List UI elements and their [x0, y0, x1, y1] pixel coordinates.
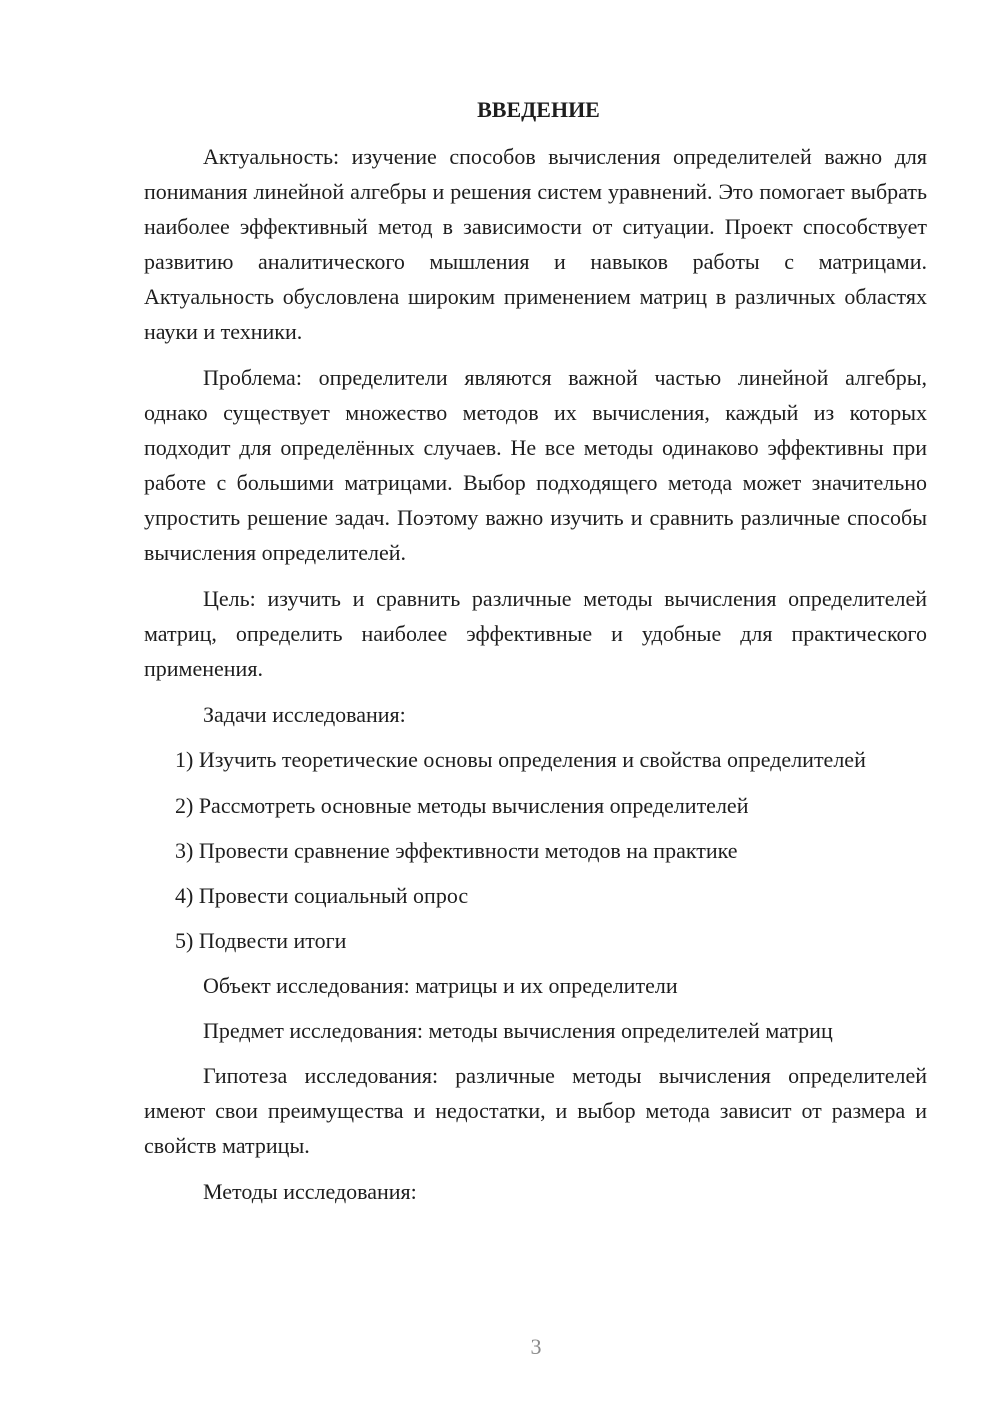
methods-heading: Методы исследования:: [203, 1179, 417, 1204]
research-subject: Предмет исследования: методы вычисления определителей матриц: [203, 1018, 833, 1043]
task-item-2: 2) Рассмотреть основные методы вычисления определителей: [175, 793, 749, 818]
task-item-3: 3) Провести сравнение эффективности методов на практике: [175, 838, 738, 863]
problem-paragraph: Проблема: определители являются важной частью линейной алгебры, однако существует множество методов их вычисления, каждый из которых подходит для определённых случаев. Не все методы одинаково эффективны при работе с большими матрицами. Выбор подходящего метода может значительно упростить решение задач. Поэтому важно изучить и сравнить различные способы вычисления определителей.: [144, 365, 927, 565]
research-object: Объект исследования: матрицы и их определители: [203, 973, 678, 998]
page-title: ВВЕДЕНИЕ: [477, 97, 600, 122]
relevance-paragraph: Актуальность: изучение способов вычисления определителей важно для понимания линейной алгебры и решения систем уравнений. Это помогает выбрать наиболее эффективный метод в зависимости от ситуации. Проект способствует развитию аналитического мышления и навыков работы с матрицами. Актуальность обусловлена широким применением матриц в различных областях науки и техники.: [144, 144, 927, 344]
hypothesis-paragraph: Гипотеза исследования: различные методы вычисления определителей имеют свои преимущества и недостатки, и выбор метода зависит от размера и свойств матрицы.: [144, 1063, 927, 1158]
tasks-heading: Задачи исследования:: [203, 702, 406, 727]
page-number: 3: [530, 1334, 542, 1359]
goal-paragraph: Цель: изучить и сравнить различные методы вычисления определителей матриц, определить наиболее эффективные и удобные для практического применения.: [144, 586, 927, 681]
task-item-4: 4) Провести социальный опрос: [175, 883, 469, 908]
task-item-1: 1) Изучить теоретические основы определения и свойства определителей: [175, 747, 866, 772]
task-item-5: 5) Подвести итоги: [175, 928, 347, 953]
page-content: [144, 92, 927, 1219]
